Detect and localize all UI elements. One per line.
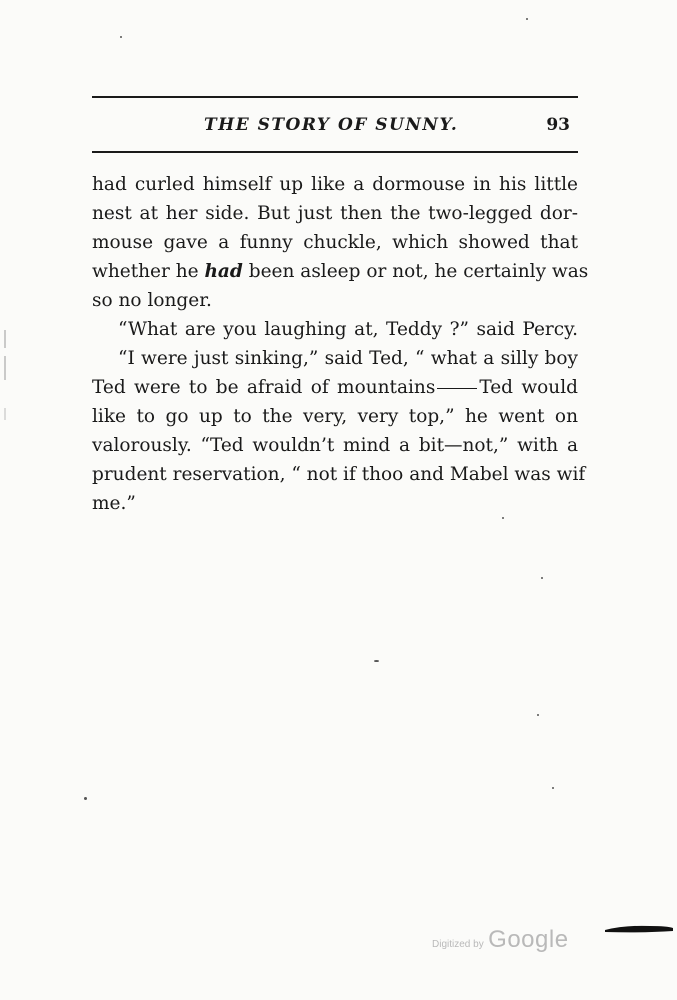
text-fragment: Ted were to be afraid of mountains — [92, 377, 436, 398]
ink-smudge-icon — [605, 924, 673, 934]
ink-speck — [84, 797, 87, 800]
text-fragment: Ted would — [479, 377, 578, 398]
header-rule-bottom — [92, 151, 578, 153]
ink-speck — [552, 787, 554, 789]
text-line: so no longer. — [92, 290, 212, 311]
running-header — [92, 112, 578, 142]
text-fragment: been asleep or not, he certainly was — [248, 261, 589, 282]
text-line: valorously. “Ted wouldn’t mind a bit—not,” with a — [92, 435, 578, 456]
text-line: mouse gave a funny chuckle, which showed that — [92, 232, 578, 253]
ink-speck — [120, 36, 122, 38]
text-line: had curled himself up like a dormouse in his little — [92, 174, 578, 195]
header-rule-top — [92, 96, 578, 98]
digitized-label: Digitized by — [432, 939, 484, 950]
text-line: me.” — [92, 493, 136, 514]
ink-speck — [374, 660, 379, 662]
digitized-watermark — [432, 926, 569, 954]
ink-speck — [526, 18, 528, 20]
ink-speck — [537, 714, 539, 716]
page-number: 93 — [546, 115, 570, 135]
running-title: THE STORY OF SUNNY. — [204, 115, 459, 135]
text-line — [92, 257, 589, 286]
text-line: “What are you laughing at, Teddy ?” said Percy. — [118, 319, 578, 340]
text-line — [92, 373, 578, 402]
text-line: like to go up to the very, very top,” he went on — [92, 406, 578, 427]
margin-marks — [2, 330, 8, 420]
text-line: nest at her side. But just then the two-legged dor- — [92, 203, 578, 224]
em-dash-rule — [437, 388, 477, 389]
text-fragment: whether he — [92, 261, 199, 282]
emphasis-word: had — [204, 261, 243, 282]
ink-speck — [502, 517, 504, 519]
text-line: “I were just sinking,” said Ted, “ what a silly boy — [118, 348, 578, 369]
text-line: prudent reservation, “ not if thoo and Mabel was wif — [92, 464, 586, 485]
body-text — [92, 170, 589, 518]
google-logo: Google — [488, 926, 569, 953]
ink-speck — [541, 577, 543, 579]
